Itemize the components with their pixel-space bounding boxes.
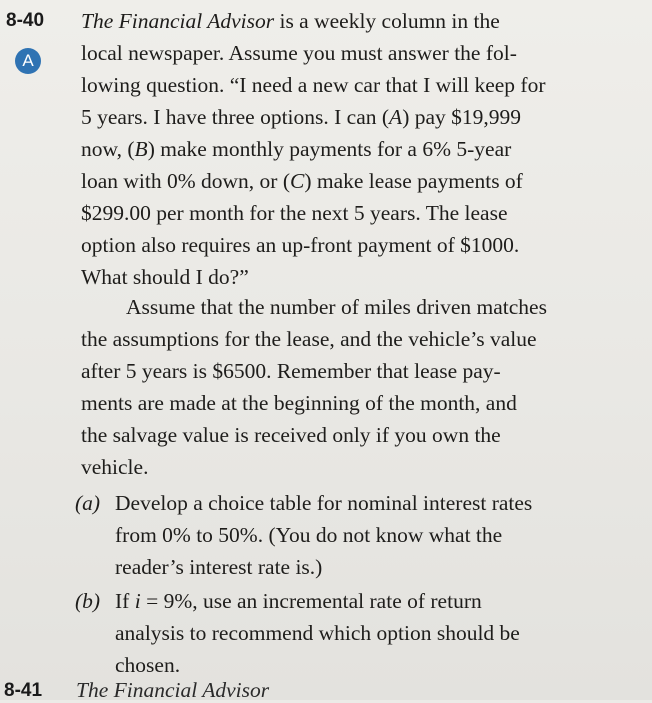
paragraph-text-line: the salvage value is received only if you own the <box>81 423 501 447</box>
difficulty-badge: A <box>15 48 41 74</box>
problem-text-line: The Financial Advisor is a weekly column in the <box>81 9 500 33</box>
paragraph-text-line: the assumptions for the lease, and the vehicle’s value <box>81 327 537 351</box>
problem-text-line: $299.00 per month for the next 5 years. The lease <box>81 201 508 225</box>
part-a-label: (a) <box>75 491 101 515</box>
problem-text-line: lowing question. “I need a new car that I will keep for <box>81 73 546 97</box>
part-a-line: Develop a choice table for nominal interest rates <box>115 491 533 515</box>
paragraph-text-line: ments are made at the beginning of the month, and <box>81 391 517 415</box>
problem-text-line: option also requires an up-front payment of $1000. <box>81 233 520 257</box>
problem-text-line: now, (B) make monthly payments for a 6% 5-year <box>81 137 512 161</box>
problem-text-line: local newspaper. Assume you must answer the fol- <box>81 41 517 65</box>
part-a-line: reader’s interest rate is.) <box>115 555 323 579</box>
next-problem-text: The Financial Advisor <box>76 678 270 702</box>
problem-text-line: 5 years. I have three options. I can (A) pay $19,999 <box>81 105 522 129</box>
next-problem-number: 8-41 <box>4 680 43 701</box>
problem-text-line: What should I do?” <box>81 265 249 289</box>
paragraph-text-line: vehicle. <box>81 455 149 479</box>
part-b-line: analysis to recommend which option should be <box>115 621 520 645</box>
part-a-line: from 0% to 50%. (You do not know what the <box>115 523 503 547</box>
paragraph-text-line: after 5 years is $6500. Remember that lease pay- <box>81 359 501 383</box>
part-b-label: (b) <box>75 589 101 613</box>
part-b-line: If i = 9%, use an incremental rate of return <box>115 589 482 613</box>
problem-text-line: loan with 0% down, or (C) make lease payments of <box>81 169 523 193</box>
problem-number: 8-40 <box>6 10 45 31</box>
problem-text-line-rest: is a weekly column in the <box>274 9 500 33</box>
paragraph-text-line: Assume that the number of miles driven matches <box>126 295 547 319</box>
part-b-line: chosen. <box>115 653 181 677</box>
